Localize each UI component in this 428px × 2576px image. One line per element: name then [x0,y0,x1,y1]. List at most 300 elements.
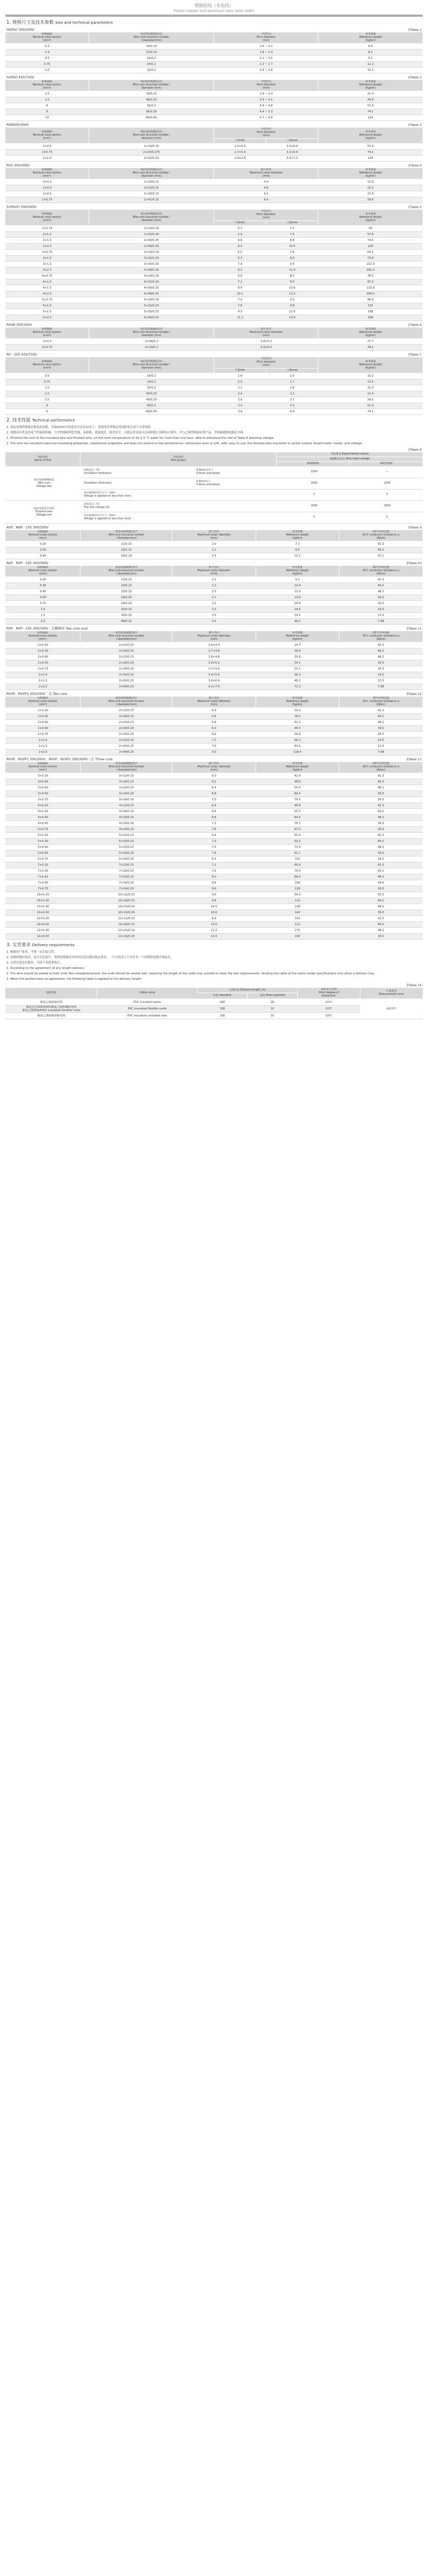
column-header: 标称截面 Nominal cross section (mm²) [5,530,81,541]
table-cell: 0.50 [5,595,81,601]
table-cell: 4 [5,103,89,109]
paragraph: 2. 电线两端应密封，而且在包装中，重绕电缆保持其外径长度以满足规定要求，一只交货盘上只允许有一个同规格电线中间接头。 [6,956,173,959]
table-1-section [5,28,423,73]
table-cell: 69.2 [339,839,423,845]
table-cell: 39.0 [339,880,423,886]
table-row [5,226,423,232]
table-cell: 48.2 [339,845,423,851]
table-cell: 4×16/0.20 [81,821,172,827]
table-cell: 74.1 [318,109,423,115]
table-row [5,857,423,862]
column-header: 参考重量 Reference weight (kg/km) [318,357,423,373]
column-header: 标称截面 Nominal cross section (mm²) [5,80,89,91]
table-cell: 3×24/0.20 [89,250,214,256]
table-cell: 2.4 [214,391,266,397]
column-header: 300/500V [277,462,350,467]
table-row [5,345,423,351]
table-cell: 10.6 [172,910,256,916]
table-cell: 6 [5,109,89,115]
table-cell: 6.6 [172,791,256,797]
table-heading [5,627,423,631]
table-cell: 120 [318,244,423,250]
table-row [5,97,423,103]
table-cell: 0.5 [5,373,89,379]
table-cell: 3.6×7.2 [266,156,318,162]
table-cell: 2×0.75 [5,732,81,738]
table-cell: 3×24/0.20 [81,797,172,803]
column-header: 线芯结构根数/直径 Wire core structure number / diameter (mm) [89,210,214,226]
table-cell: 4×24/0.20 [81,827,172,833]
table-cell: 248 [318,315,423,321]
table-cell: 122 [256,922,339,928]
table-cell: 39.0 [339,934,423,940]
table-cell: 2×30/0.25 [89,238,214,244]
table-cell: 26.0 [339,797,423,803]
row-group: 成品电线绝缘线芯 Wire core Voltage test [5,467,81,501]
table-cell: 2×0.75 [5,345,89,351]
table-cell: 21.4 [318,391,423,397]
table-row [5,827,423,833]
table-cell: 27.7 [318,339,423,345]
subcolumn-header: 下限min [214,221,266,226]
table-cell: 48.2 [339,874,423,880]
table-cell: 20.6 [256,654,339,660]
table-row [5,256,423,262]
table-cell: 162.0 [318,267,423,273]
table-cell: 1.8 ~ 2.4 [214,50,318,56]
column-header: 线芯结构根数/直径 Wire core structure number / diameter(mm) [81,697,172,708]
table-cell: 5×12/0.15 [81,833,172,839]
table-cell: 6.8 [214,238,266,244]
table-heading [5,164,423,168]
table-cell: 9.2 [256,577,339,583]
table-cell: 60.4 [256,791,339,797]
table-cell: 12.8 [318,179,423,185]
table-cell: 26.0 [339,732,423,738]
table-12-section [5,692,423,755]
table-name: RVVB 300/300V [6,323,32,327]
cable-name-zh: 聚氯乙烯绝缘电线 [5,999,97,1006]
table-row [5,791,423,797]
paragraph: 2. The wire has excellent electrical insulating properties, mechanical properties and does not extend to fuel performance, continuous eyes of soft, safe, easy to use, the finished wire insulation or jacket surface should make, model, and voltage.。 [6,442,366,445]
table-cell: 4.4 ~ 5.3 [214,109,318,115]
table-cell: 3×16/0.20 [81,791,172,797]
table-cell: 92.3 [339,643,423,648]
table-cell: 73.4 [256,845,339,851]
table-cell: 24.2 [256,660,339,666]
short-proportion: 10℃ [297,1013,360,1019]
table-cell: 7.4 [214,297,266,303]
table-cell: 2×24/0.20 [89,226,214,232]
table-heading [5,123,423,128]
table-cell: 66.3 [256,738,339,744]
table-cell: 2×2.5 [5,750,81,755]
table-10-section [5,561,423,625]
table-cell: 2×12/0.15 [81,708,172,714]
table-cell: 7×0.40 [5,874,81,880]
page [0,0,428,1023]
table-cell: 3×23/0.15 [81,785,172,791]
table-cell: 30/0.25 [81,613,172,619]
short-length: 20 [248,999,298,1006]
table-cell: 1.0 [5,68,89,73]
table-heading [5,353,423,357]
table-cell: 55.4 [256,785,339,791]
table-5-section [5,205,423,321]
table-cell: 19.5 [339,607,423,613]
table-cell: 3×32/0.20 [89,256,214,262]
table-cell: 97.2 [318,279,423,285]
value-300-500: 5 [277,512,350,524]
table-row [5,467,423,478]
table-11-section [5,627,423,690]
table-cell: 4×1.5 [5,285,89,291]
paragraph: 1. 根据用户要求，可按一定长度交货。 [6,951,57,954]
table-cell: 8.1 [318,50,423,56]
table-row [5,785,423,791]
table-cell: 6.0 [214,191,318,197]
column-header: 电缆额定电压 Wire rated voltage [277,457,423,462]
table-cell: 13.3 [339,613,423,619]
column-header: 标称截面 Nominal cross section (mm²) [5,168,89,179]
table-cell: 69.2 [339,779,423,785]
table-row [5,904,423,910]
table-cell: 92.3 [339,892,423,898]
table-cell: 2×32/0.20 [81,672,172,678]
table-cell: 2.5 [5,397,89,403]
spec-table [5,210,423,321]
table-cell: 2×49/0.25 [81,750,172,755]
table-cell: 7.6 [172,868,256,874]
column-header: 线芯结构根数/直径 Wire core structure number / diameter(mm) [81,631,172,643]
table-cell: 204.0 [318,291,423,297]
table-row [5,999,423,1006]
table-row [5,279,423,285]
table-cell: 46.5 [256,726,339,732]
table-cell: 20.9 [256,601,339,607]
subcolumn-header: 上限max [266,369,318,373]
table-cell: 2.2 ~ 2.7 [214,62,318,68]
table-cell: 168 [318,309,423,315]
table-cell: 92.3 [339,541,423,547]
column-header: 20℃导体电阻 20℃ conductor resistance ≤ (Ω/km) [339,762,423,773]
table-row [5,595,423,601]
column-header: 线芯结构根数/直径 Wire core structure number / diameter(mm) [81,530,172,541]
table-cell: 48.2 [339,589,423,595]
table-cell: 0.4 [5,50,89,56]
table-cell: 2×0.75 [5,197,89,203]
table-cell: 2×42/0.15 [89,197,214,203]
table-cell: 2.1 ~ 2.5 [214,56,318,62]
table-cell: 2.8 [266,385,318,391]
column-header: 计量误差 Measurement error [360,988,423,999]
table-row [5,833,423,839]
table-cell: 2×1.5 [5,678,81,684]
table-cell: 4×2.5 [5,291,89,297]
table-row [5,577,423,583]
table-row [5,391,423,397]
table-cell: 69.2 [339,809,423,815]
table-number: 表Table 11 [406,627,422,631]
table-cell: 56/0.3 [89,403,214,409]
table-cell: 5×0.75 [5,857,81,862]
table-cell: 7×0.30 [5,868,81,874]
table-cell: 13.5 [318,379,423,385]
table-row [5,273,423,279]
table-row [5,684,423,690]
table-cell: 7.0 [172,797,256,803]
column-header: 参考重量 Reference weight (kg/km) [318,80,423,91]
table-row [5,232,423,238]
table-cell: 16/0.20 [81,595,172,601]
table-cell: 7.98 [339,750,423,755]
table-name: RVP、RVP－105 300/300V二芯椭圆形 Two core oval [6,627,88,631]
spec-table [5,327,423,351]
table-row [5,934,423,940]
delivery-heading: 3. 交货要求 Delivery requirements [6,942,75,948]
table-cell: 2×49/0.25 [81,684,172,690]
column-header: 参考重量 Reference weight (kg/km) [256,566,339,577]
paragraph: 1. Finished the core of the insulated wire and finished wire, on the room temperature of 20 ± 5 ℃ water for more than one hour, able to withstand the test of Table 8 breaking voltage. [6,437,275,440]
table-cell: 2×24/0.2 [89,345,214,351]
spec-table [5,631,423,690]
table-cell: 56/0.3 [89,103,214,109]
table-cell: 6.4 [214,197,318,203]
table-cell: 3.7 [266,397,318,403]
table-cell: 4×0.30 [5,809,81,815]
table-cell: 0.5 [5,56,89,62]
table-cell: 49/0.25 [89,97,214,103]
table-cell: 6 [5,409,89,415]
table-cell: 51.9 [318,403,423,409]
table-cell: 8.0 [266,256,318,262]
table-row [5,541,423,547]
paragraph: 1. 成品电线的绝缘芯和成品电缆，室温20±5℃的清水中浸水1h以上，电线受表列规定的试验电压而不击穿试验。 [6,426,153,429]
table-cell: 7×16/0.15 [81,868,172,874]
table-cell: 92.3 [339,833,423,839]
paragraph: 3. 交货长度允许偏差，可按下表要求执行。 [6,961,63,965]
table-cell: 2×0.20 [5,708,81,714]
table-cell: 8.4 [214,285,266,291]
table-cell: 9.0 [172,750,256,755]
table-cell: 2×0.50 [5,660,81,666]
column-header: 参考重量 Reference weight (kg/km) [318,32,423,44]
table-row [5,385,423,391]
table-cell: 12×16/0.15 [81,922,172,928]
table-cell: 3.2×6.4 [266,150,318,156]
cable-name-en: PVC insulated flexible cords [97,1006,197,1013]
table-cell: 9.8 [266,303,318,309]
table-row [5,666,423,672]
table-cell: 48.6 [256,779,339,785]
table-cell: 6.0 [172,726,256,732]
table-cell: 2×32/0.20 [89,232,214,238]
table-cell: 2.2 [172,577,256,583]
table-cell: 29.8 [318,197,423,203]
column-header: 电缆名称 [5,988,97,999]
table-cell: 102.0 [318,262,423,267]
table-number: 表Table 6 [408,324,422,327]
table-cell: 7.6 [266,250,318,256]
table-cell: 175 [256,928,339,934]
table-cell: 1.0 [5,607,81,613]
table-cell: 5×0.40 [5,845,81,851]
standard-length: 100 [197,999,248,1006]
table-cell: 0.40 [5,553,81,559]
table-cell: 10.0 [172,904,256,910]
table-cell: 6.6 [172,732,256,738]
table-cell: 1.0 [5,385,89,391]
table-heading [5,448,423,452]
value-450-750: 5 [350,512,423,524]
table-cell: 12×23/0.15 [81,928,172,934]
table-cell: 2×16/0.15 [89,179,214,185]
table-row [5,851,423,857]
table-cell: 3.1 [266,391,318,397]
table-cell: 5×24/0.20 [81,857,172,862]
table-cell: 12×0.50 [5,934,81,940]
value-300-500: 5 [277,490,350,501]
table-cell: 48.2 [339,720,423,726]
column-header: 20℃导体电阻 20℃ conductor resistance ≤ (Ω/km) [339,631,423,643]
table-number: 表Table 4 [408,164,422,168]
table-cell: 3×30/0.25 [89,262,214,267]
table-cell: 3.1 [172,601,256,607]
table-cell: 2×0.75 [5,150,89,156]
table-cell: 16.2 [318,185,423,191]
table-cell: 2×12/0.15 [81,643,172,648]
table-name: RVS 300/300V [6,164,30,168]
table-row [5,708,423,714]
paragraph: 1. According to the agreement of any length delivery. [6,967,85,970]
table-cell: 5×16/0.20 [81,851,172,857]
table-cell: 3×0.75 [5,250,89,256]
table-heading [5,323,423,327]
table-cell: 5.8 [172,720,256,726]
table-cell: 2×1.0 [5,156,89,162]
table-number: 表Table 5 [408,206,422,209]
table-cell: 0.3 [5,44,89,50]
table-row [5,862,423,868]
row-group: 成品电线电压试验 Finished wire Voltage test [5,501,81,524]
table-cell: 48.2 [339,654,423,660]
table-cell: 2.8×4.8 [172,654,256,660]
table-cell: 7.5 [266,232,318,238]
table-cell: 7.3 [256,541,339,547]
table-cell: 26.0 [339,827,423,833]
table-cell: 2×23/0.15 [81,654,172,660]
table-cell: 8.5 [256,547,339,553]
table-cell: 4×32/0.20 [89,279,214,285]
table-cell: 7.8 [172,851,256,857]
table-row [5,898,423,904]
table-cell: 2×16/0.15 [89,144,214,150]
table-cell: 55.3 [256,809,339,815]
table-cell: 2×30/0.25 [81,678,172,684]
table-cell: 13.3 [339,678,423,684]
table-cell: 2.9 [214,397,266,403]
value-300-500: 2000 [277,478,350,490]
table-cell: 10.6 [266,244,318,250]
table-cell: 6.0 [214,250,266,256]
column-header: 最大外径 Maximum outer diameter (mm) [214,168,318,179]
table-cell: 2×32/0.20 [81,738,172,744]
table-cell: 2.5 [266,373,318,379]
table-row [5,773,423,779]
table-cell: 74.1 [318,409,423,415]
table-cell: 92.3 [339,862,423,868]
table-heading [5,983,423,988]
table-cell: 24/0.2 [89,379,214,385]
table-cell: 76.6 [256,868,339,874]
table-cell: 6.4 [318,44,423,50]
test-condition: 0.6mm及以下 0.6mm and below [193,467,276,478]
column-header: 线芯结构根数/直径 Wire core structure number / diameter (mm) [89,357,214,373]
table-cell: 32/0.20 [81,607,172,613]
table-row [5,238,423,244]
table-cell: 3.5 [172,613,256,619]
table-cell: 21.4 [318,91,423,97]
column-header: 标称截面 Nominal cross section (mm²) [5,762,81,773]
table-cell: 5×49/0.25 [89,315,214,321]
table-cell: 3×0.75 [5,797,81,803]
table-cell: 70.7 [256,821,339,827]
table-cell: 92.3 [339,708,423,714]
table-cell: 128 [256,904,339,910]
table-cell: 63.1 [318,250,423,256]
spec-table [5,168,423,203]
table-cell: 24/0.2 [89,62,214,68]
table-cell: 2×2.5 [5,244,89,250]
table-cell: 30/0.25 [89,391,214,397]
table-cell: 2.8 ~ 3.4 [214,91,318,97]
table-cell: 48.2 [339,904,423,910]
table-cell: 10×16/0.20 [81,910,172,916]
table-cell: 7.1 [214,279,266,285]
column-header: 最大外径 Maximum outer diameter (mm) [172,762,256,773]
column-header: 线芯结构根数/直径 Wire core structure number / diameter (mm) [89,168,214,179]
table-row [5,150,423,156]
table-cell: 2×0.5 [5,191,89,197]
table-cell: 4.9 [266,409,318,415]
table-cell: 10×0.40 [5,904,81,910]
value-300-500: 1500 [277,467,350,478]
column-header: 标称截面 Nominal cross section (mm²) [5,327,89,339]
table-cell: 3.0×6.0 [266,144,318,150]
table-cell: 8.0 [172,874,256,880]
table-row [5,62,423,68]
spec-table [5,128,423,162]
table-cell: 3.3 [172,607,256,613]
cable-name-en: PVC insulated wires [97,999,197,1006]
table-cell: 13.3 [339,744,423,750]
table-row [5,244,423,250]
column-header: 短段 Short segment [248,993,298,999]
table-cell: 2×16/0.20 [81,726,172,732]
table-cell: 4×0.75 [5,827,81,833]
table-cell: 8.6 [266,238,318,244]
table-cell: 26.0 [339,857,423,862]
column-header: 平均外径 Pitch diameter (mm) [214,80,318,91]
table-row [5,678,423,684]
table-cell: 7×23/0.15 [81,874,172,880]
table-cell: 2.7 [172,595,256,601]
table-cell: 2×1.0 [5,738,81,744]
table-cell: 31.1 [256,666,339,672]
table-cell: 2×24/0.175 [89,150,214,156]
table-cell: 103 [256,916,339,922]
table-cell: 6.0 [172,773,256,779]
